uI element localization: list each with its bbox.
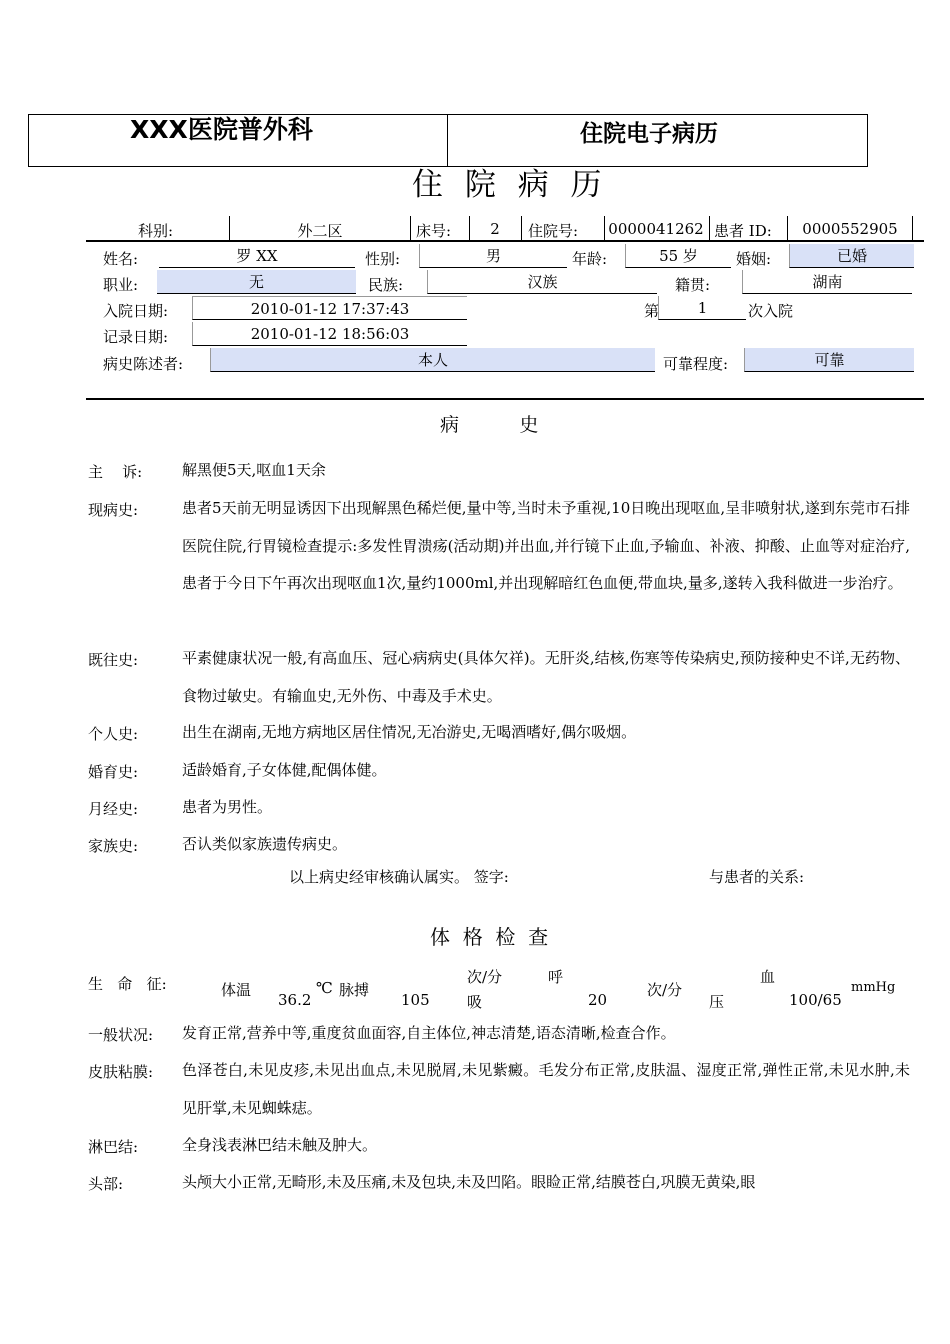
visit-value: 1 [697,299,708,317]
visit-prefix: 第 [644,302,660,320]
name-value: 罗 XX [236,247,278,265]
age-field [625,244,731,268]
sep-2 [410,216,411,240]
pulse-label: 脉搏 [339,981,370,999]
chief-text: 解黑便5天,呕血1天余 [182,461,326,479]
exam-heading: 体 格 检 查 [430,925,549,949]
admit-date-label: 入院日期: [103,302,169,320]
lymph-label: 淋巴结: [88,1138,139,1156]
present-label: 现病史: [88,501,139,519]
age-label: 年龄: [572,250,608,268]
reliability-label: 可靠程度: [663,355,729,373]
marriage-label: 婚姻: [736,250,772,268]
pulse-unit: 次/分 [467,968,503,986]
resp-label-1: 呼 [548,968,564,986]
marriage-value: 已婚 [836,247,867,265]
reliability-value: 可靠 [814,351,845,369]
visit-suffix: 次入院 [748,302,794,320]
bed-label: 床号: [416,222,452,240]
menstrual-text: 患者为男性。 [182,798,273,816]
dept-value: 外二区 [297,222,343,240]
bp-unit: mmHg [851,980,896,995]
resp-label-2: 吸 [467,993,483,1011]
history-heading: 病 史 [440,414,539,436]
resp-value: 20 [588,991,608,1009]
ethnic-label: 民族: [368,276,404,294]
temp-value: 36.2 [278,991,312,1009]
skin-text: 色泽苍白,未见皮疹,未见出血点,未见脱屑,未见紫癜。毛发分布正常,皮肤温、湿度正常,弹性正常,未见水肿,未见肝掌,未见蜘蛛痣。 [182,1061,910,1117]
relation-text: 与患者的关系: [709,868,805,886]
age-value: 55 岁 [659,247,698,265]
sex-value: 男 [485,247,501,265]
narrator-value: 本人 [417,351,448,369]
ethnic-field [427,270,657,294]
patient-id-label: 患者 ID: [714,222,772,240]
head-text: 头颅大小正常,无畸形,未及压痛,未及包块,未及凹陷。眼睑正常,结膜苍白,巩膜无黄染,眼 [182,1173,756,1191]
sep-4 [521,216,522,240]
vitals-label: 生 命 征: [88,975,167,993]
page-title: 住 院 病 历 [412,167,608,203]
admit-date-value: 2010-01-12 17:37:43 [250,300,410,318]
native-field [742,270,912,294]
bp-label-2: 压 [709,993,725,1011]
marital-label: 婚育史: [88,763,139,781]
lymph-text: 全身浅表淋巴结未触及肿大。 [182,1136,378,1154]
sep-8 [912,216,913,240]
native-value: 湖南 [812,273,843,291]
visit-field [658,296,746,320]
temp-unit: ℃ [316,979,333,997]
record-date-value: 2010-01-12 18:56:03 [250,325,410,343]
dept-label: 科别: [138,222,174,240]
sex-label: 性别: [365,250,401,268]
personal-label: 个人史: [88,725,139,743]
bp-value: 100/65 [789,991,842,1009]
record-date-label: 记录日期: [103,328,169,346]
menstrual-label: 月经史: [88,800,139,818]
past-text: 平素健康状况一般,有高血压、冠心病病史(具体欠祥)。无肝炎,结核,伤寒等传染病史,预防接种史不详,无药物、食物过敏史。有输血史,无外伤、中毒及手术史。 [182,649,910,705]
rule-bottom [86,398,924,400]
job-field [157,270,356,294]
admission-no-value: 0000041262 [608,220,704,238]
job-value: 无 [248,273,264,291]
past-label: 既往史: [88,651,139,669]
sex-field [419,244,567,268]
present-text: 患者5天前无明显诱因下出现解黑色稀烂便,量中等,当时未予重视,10日晚出现呕血,呈非喷射状,遂到东莞市石排医院住院,行胃镜检查提示:多发性胃溃疡(活动期)并出血,并行镜下止血,予输血、补液、抑酸、止血等对症治疗,患者于今日下午再次出现呕血1次,量约1000ml,并出现解暗红色血便,带血块,量多,遂转入我科做进一步治疗。 [182,499,910,592]
chief-label: 主 诉: [88,463,143,481]
bp-label-1: 血 [760,968,776,986]
sep-6 [709,216,710,240]
record-date-field [192,322,467,346]
native-label: 籍贯: [675,276,711,294]
ethnic-value: 汉族 [527,273,558,291]
general-label: 一般状况: [88,1026,154,1044]
marital-text: 适龄婚育,子女体健,配偶体健。 [182,761,387,779]
head-label: 头部: [88,1175,124,1193]
admit-date-field [192,296,467,320]
personal-text: 出生在湖南,无地方病地区居住情况,无冶游史,无喝酒嗜好,偶尔吸烟。 [182,723,637,741]
name-field [159,244,355,268]
name-label: 姓名: [103,250,139,268]
reliability-field [744,348,914,372]
family-label: 家族史: [88,837,139,855]
resp-unit: 次/分 [647,981,683,999]
marriage-field [789,244,914,268]
confirm-text: 以上病史经审核确认属实。 签字: [289,868,509,886]
general-text: 发育正常,营养中等,重度贫血面容,自主体位,神志清楚,语态清晰,检查合作。 [182,1024,676,1042]
skin-label: 皮肤粘膜: [88,1063,154,1081]
patient-id-value: 0000552905 [802,220,898,238]
pulse-value: 105 [401,991,430,1009]
narrator-label: 病史陈述者: [103,355,184,373]
record-type: 住院电子病历 [580,121,718,147]
rule-top [86,240,924,242]
admission-no-label: 住院号: [528,222,579,240]
temp-label: 体温 [221,981,252,999]
narrator-field [210,348,655,372]
family-text: 否认类似家族遗传病史。 [182,835,348,853]
bed-value: 2 [490,220,500,238]
hospital-name: XXX医院普外科 [130,115,313,144]
job-label: 职业: [103,276,139,294]
